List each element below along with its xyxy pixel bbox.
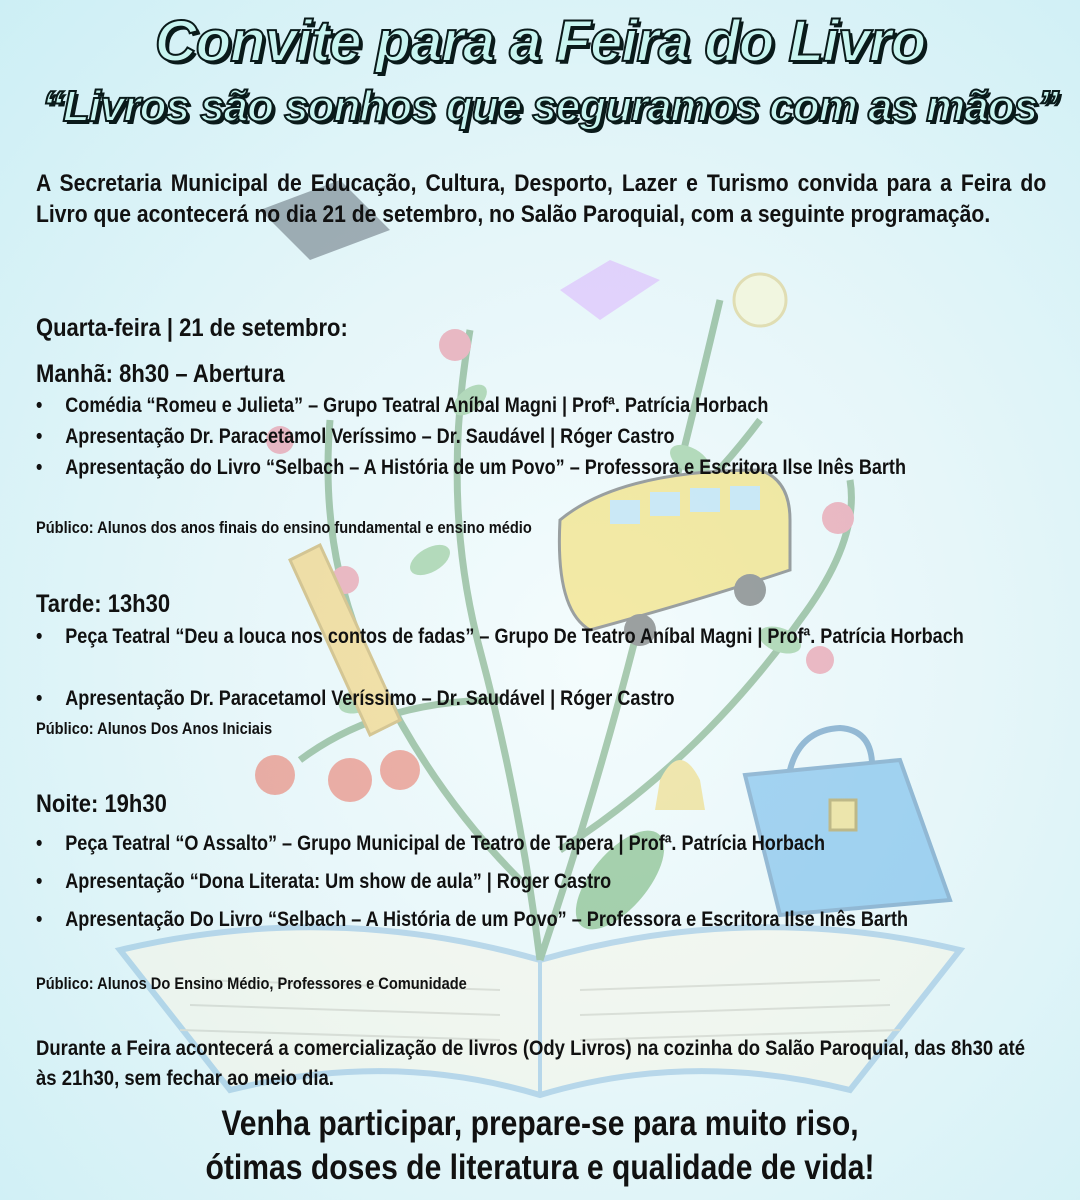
bullet-icon: • (36, 625, 43, 648)
list-item: • Apresentação do Livro “Selbach – A História de um Povo” – Professora e Escritora Ilse Inês Barth (36, 452, 1046, 483)
poster-title: Convite para a Feira do Livro (154, 9, 926, 74)
poster-subtitle: “Livros são sonhos que seguramos com as mãos” (41, 82, 1059, 131)
list-item: • Comédia “Romeu e Julieta” – Grupo Teatral Aníbal Magni | Profª. Patrícia Horbach (36, 390, 1046, 421)
list-item: • Apresentação Dr. Paracetamol Veríssimo – Dr. Saudável | Róger Castro (36, 683, 1046, 714)
bullet-icon: • (36, 832, 43, 855)
intro-paragraph: A Secretaria Municipal de Educação, Cultura, Desporto, Lazer e Turismo convida para a Feira do Livro que acontecerá no dia 21 de setembro, no Salão Paroquial, com a seguinte programação. (36, 170, 1047, 228)
audience-note-night: Público: Alunos Do Ensino Médio, Professores e Comunidade (36, 974, 467, 993)
session-heading-night: Noite: 19h30 (36, 790, 167, 818)
bullet-icon: • (36, 394, 43, 417)
list-item: • Apresentação Dr. Paracetamol Veríssimo – Dr. Saudável | Róger Castro (36, 421, 1046, 452)
list-item: • Peça Teatral “O Assalto” – Grupo Municipal de Teatro de Tapera | Profª. Patrícia Horbach (36, 828, 1046, 859)
bullet-icon: • (36, 687, 43, 710)
call-to-action-line-2: ótimas doses de literatura e qualidade de vida! (205, 1148, 875, 1187)
session-heading-morning: Manhã: 8h30 – Abertura (36, 360, 285, 388)
list-item: • Peça Teatral “Deu a louca nos contos de fadas” – Grupo De Teatro Aníbal Magni | Profª. Patrícia Horbach (36, 621, 1046, 652)
closing-paragraph: Durante a Feira acontecerá a comercialização de livros (Ody Livros) na cozinha do Salão Paroquial, das 8h30 até às 21h30, sem fechar ao meio dia. (36, 1037, 1026, 1090)
bullet-icon: • (36, 456, 43, 479)
list-item: • Apresentação Do Livro “Selbach – A História de um Povo” – Professora e Escritora Ilse Inês Barth (36, 902, 1046, 938)
bullet-icon: • (36, 870, 43, 893)
audience-note-afternoon: Público: Alunos Dos Anos Iniciais (36, 719, 273, 738)
day-heading: Quarta-feira | 21 de setembro: (36, 314, 348, 342)
list-item: • Apresentação “Dona Literata: Um show de aula” | Roger Castro (36, 866, 1046, 897)
bullet-icon: • (36, 425, 43, 448)
bullet-icon: • (36, 908, 43, 931)
session-heading-afternoon: Tarde: 13h30 (36, 590, 171, 618)
audience-note-morning: Público: Alunos dos anos finais do ensino fundamental e ensino médio (36, 518, 532, 537)
call-to-action-line-1: Venha participar, prepare-se para muito riso, (221, 1104, 859, 1143)
